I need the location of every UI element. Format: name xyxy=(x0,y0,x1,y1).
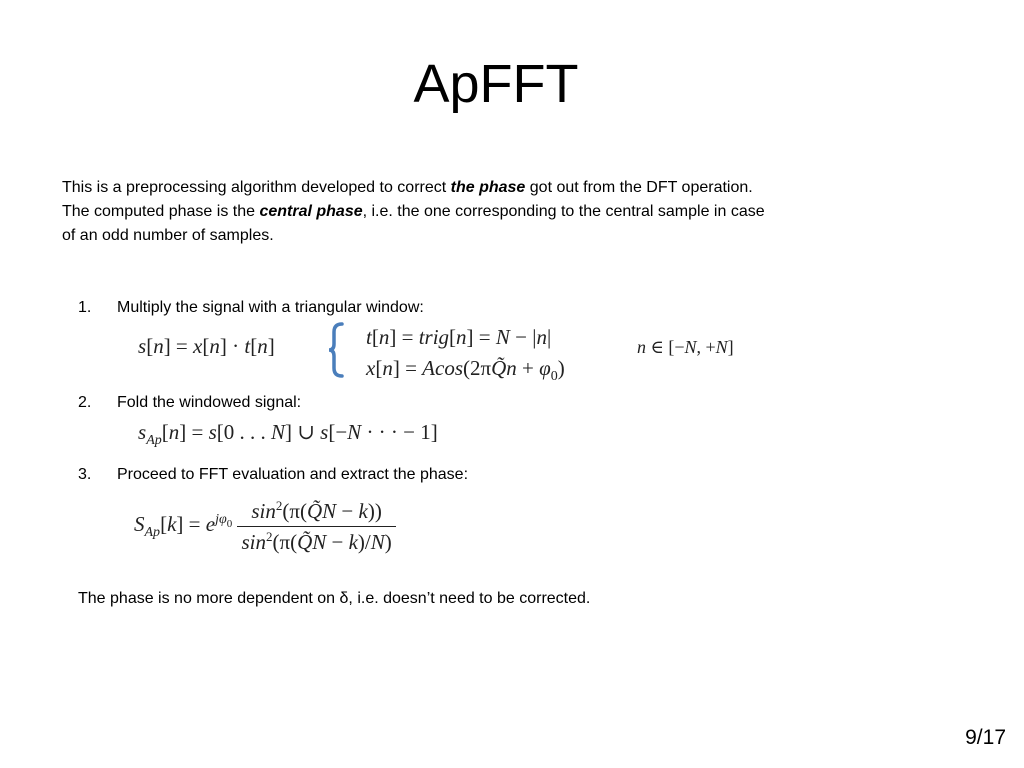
intro-text-3: , i.e. the one corresponding to the central sample in case of an odd number of samples. xyxy=(62,203,765,244)
step-3 xyxy=(78,464,468,486)
step-2-number: 2. xyxy=(78,394,92,411)
intro-emphasis-central-phase: central phase xyxy=(259,203,363,220)
equation-signal: x[n] = Acos(2πQ̃n + $\varphi_0$) xyxy=(366,356,565,385)
step-1 xyxy=(78,297,424,319)
step-2 xyxy=(78,392,301,414)
intro-paragraph xyxy=(62,176,782,248)
page-number: 9/17 xyxy=(965,726,1006,749)
slide-title: ApFFT xyxy=(413,54,579,114)
equation-spectrum: $S_{Ap}[k] = e^{j\varphi_0}$ $\frac{\sin^2(\pi(Q̃N - k))}{\sin^2(\pi(Q̃N - k)/N)}$ xyxy=(134,498,396,555)
step-3-text: Proceed to FFT evaluation and extract the phase: xyxy=(117,466,469,483)
equation-fold: $s_{Ap}[n] = s[0$ . . . N] ∪ s[−N · · · − 1] xyxy=(138,420,438,449)
equation-trig: t[n] = trig[n] = N − |n| xyxy=(366,325,552,349)
left-brace-icon xyxy=(328,322,344,378)
intro-emphasis-phase: the phase xyxy=(450,179,526,196)
equation-window: s[n] = x[n] · t[n] xyxy=(138,334,275,358)
intro-text-2: got out from the DFT operation. The computed phase is the xyxy=(62,179,753,220)
step-1-text: Multiply the signal with a triangular window: xyxy=(117,299,424,316)
step-3-number: 3. xyxy=(78,466,92,483)
intro-text-1: This is a preprocessing algorithm developed to correct xyxy=(62,179,451,196)
equation-range: n ∈ [−N, +N] xyxy=(637,337,734,357)
step-1-number: 1. xyxy=(78,299,92,316)
step-2-text: Fold the windowed signal: xyxy=(117,394,302,411)
conclusion-text: The phase is no more dependent on δ, i.e. doesn’t need to be corrected. xyxy=(78,590,591,607)
